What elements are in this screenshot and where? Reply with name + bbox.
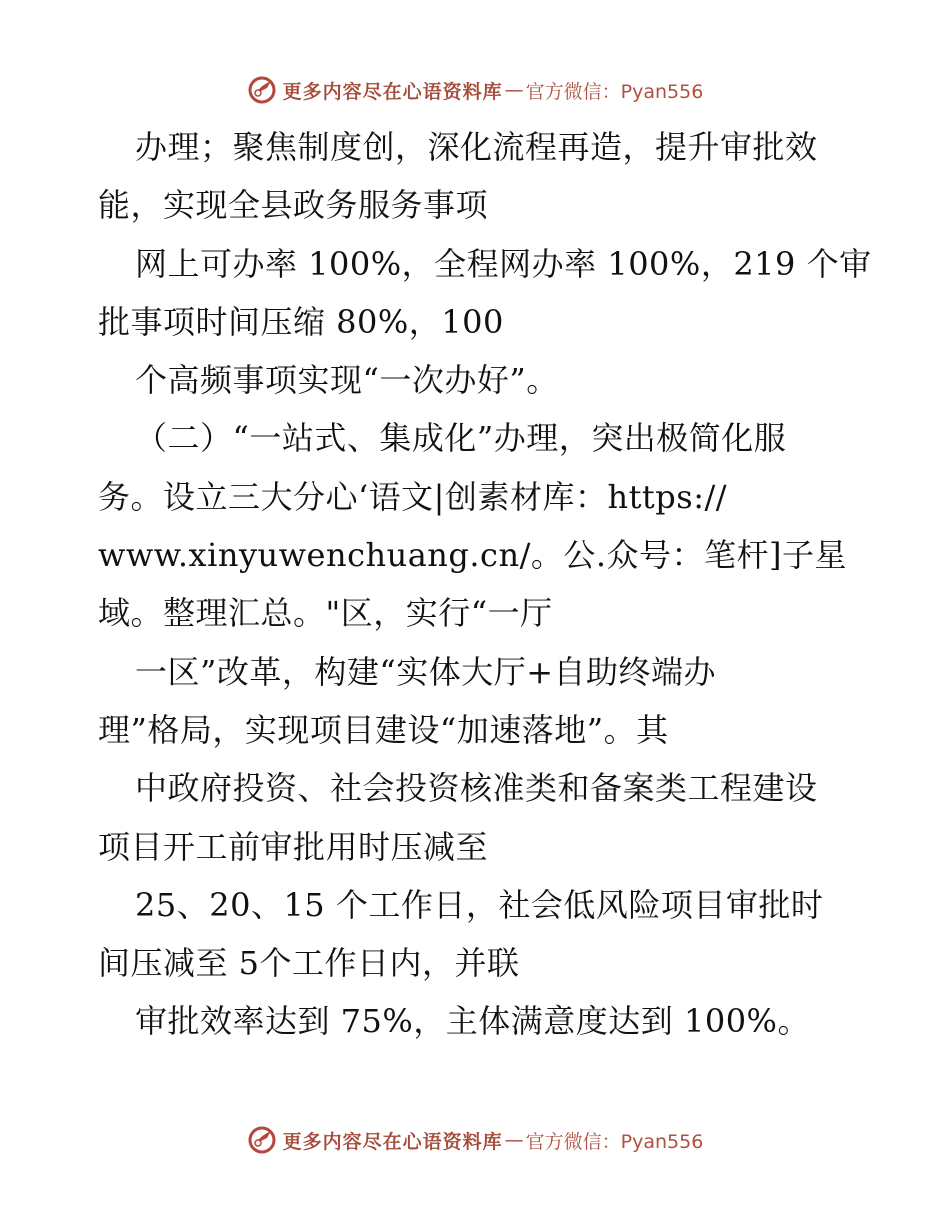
watermark-wechat: 官方微信：Pyan556: [525, 80, 704, 103]
brand-logo-icon: [247, 1125, 277, 1155]
text-line: 务。设立三大分心‘语文|创素材库：https://: [98, 477, 728, 516]
text-line: 批事项时间压缩 80%，100: [98, 302, 504, 341]
text-line: 办理；聚焦制度创，深化流程再造，提升审批效: [135, 128, 818, 166]
text-line: 项目开工前审批用时压减至: [98, 827, 489, 866]
text-line: 一区”改革，构建“实体大厅+自助终端办: [135, 652, 717, 691]
watermark-text: 更多内容尽在心语资料库: [282, 80, 503, 103]
watermark-text: 更多内容尽在心语资料库: [282, 1130, 503, 1153]
text-line: 域。整理汇总。"区，实行“一厅: [98, 594, 553, 633]
text-line: 网上可办率 100%，全程网办率 100%，219 个审: [135, 244, 872, 283]
header-watermark: [0, 72, 950, 108]
text-line: 间压减至 5个工作日内，并联: [98, 944, 520, 983]
watermark-separator: —: [504, 79, 524, 101]
text-line: 个高频事项实现“一次办好”。: [135, 361, 559, 400]
text-line: 25、20、15 个工作日，社会低风险项目审批时: [135, 885, 824, 924]
document-body: [98, 118, 872, 1051]
watermark-separator: —: [504, 1129, 524, 1151]
text-line: 审批效率达到 75%，主体满意度达到 100%。: [135, 1002, 810, 1041]
text-line: 理”格局，实现项目建设“加速落地”。其: [98, 710, 669, 749]
watermark-wechat: 官方微信：Pyan556: [525, 1130, 704, 1153]
text-line: 中政府投资、社会投资核准类和备案类工程建设: [135, 769, 818, 808]
text-line: 能，实现全县政务服务事项: [98, 186, 489, 225]
text-line: www.xinyuwenchuang.cn/。公.众号：笔杆]子星: [98, 536, 848, 575]
brand-logo-icon: [247, 75, 277, 105]
text-line: （二）“一站式、集成化”办理，突出极简化服: [135, 419, 787, 458]
footer-watermark: [0, 1122, 950, 1158]
